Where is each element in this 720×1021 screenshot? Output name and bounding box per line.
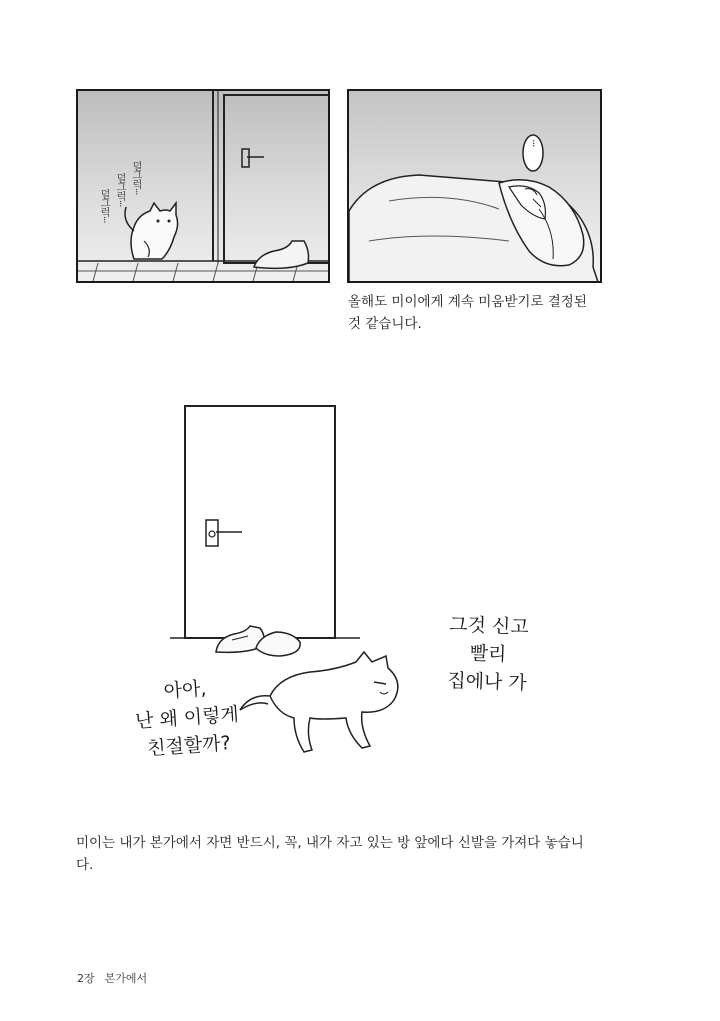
- sound-effect-text: 덜그럭···: [130, 161, 141, 195]
- comic-panel-2: [347, 89, 602, 283]
- speech-line: 친절할까?: [146, 732, 232, 760]
- caption-line: 다.: [76, 857, 94, 873]
- speech-line: 집에나 가: [446, 669, 528, 695]
- speech-line: 빨리: [469, 642, 507, 666]
- thought-dots: ···: [527, 139, 540, 147]
- speech-line: 난 왜 이렇게: [134, 703, 240, 733]
- speech-text-left: [109, 671, 264, 765]
- caption-line: 미이는 내가 본가에서 자면 반드시, 꼭, 내가 자고 있는 방 앞에다 신발을 가져다 놓습니: [76, 835, 584, 851]
- speech-line: 그것 신고: [448, 613, 530, 639]
- chapter-number: 2장: [77, 972, 95, 985]
- sound-effect-text: 덜그럭···: [98, 189, 109, 223]
- caption-top: [348, 291, 608, 335]
- speech-text-right: [427, 610, 550, 698]
- caption-line: 올해도 미이에게 계속 미움받기로 결정된: [348, 294, 587, 310]
- sound-effect-text: 덜그럭···: [114, 173, 125, 207]
- comic-panel-1: [76, 89, 330, 283]
- page-footer: [77, 970, 157, 986]
- caption-line: 것 같습니다.: [348, 316, 422, 332]
- caption-bottom: [76, 832, 636, 876]
- chapter-title: 본가에서: [104, 972, 148, 985]
- speech-line: 아아,: [162, 677, 208, 703]
- panel2-illustration: [349, 91, 602, 283]
